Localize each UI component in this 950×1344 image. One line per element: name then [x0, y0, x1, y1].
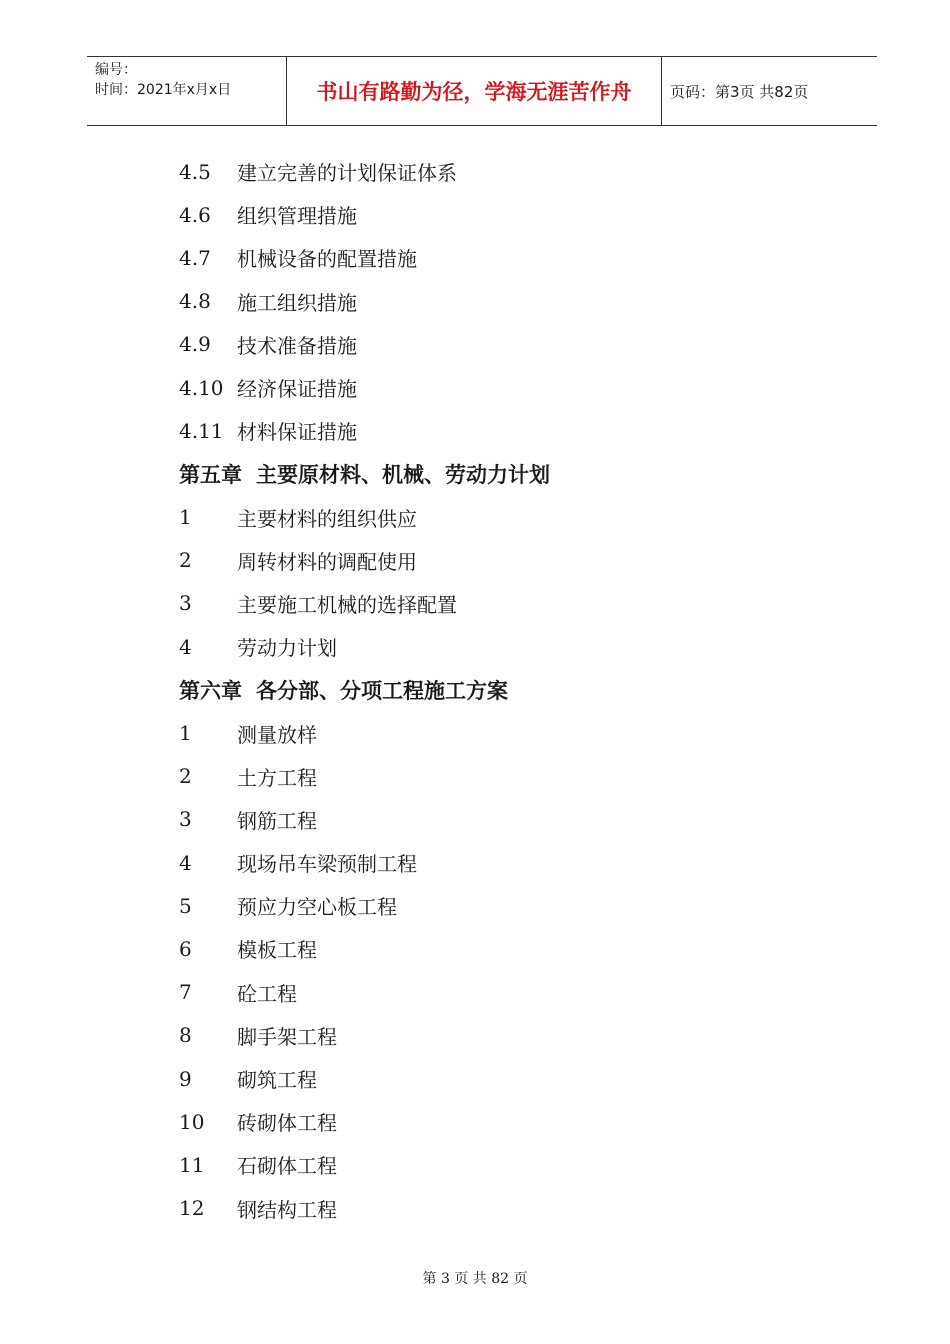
header-meta: [87, 57, 287, 125]
toc-entry[interactable]: [179, 582, 819, 625]
toc-entry-title: 土方工程: [237, 765, 317, 790]
toc-entry-number: 4.8: [179, 289, 211, 314]
page-header: [87, 56, 877, 126]
toc-entry[interactable]: [179, 884, 819, 927]
toc-entry-number: 4.5: [179, 159, 211, 184]
toc-entry-title: 砼工程: [237, 981, 297, 1006]
toc-entry-title: 测量放样: [237, 722, 317, 747]
toc-entry-number: 7: [179, 980, 192, 1005]
header-page-info: 页码：第3页 共82页: [670, 82, 809, 101]
toc-entry-title: 现场吊车梁预制工程: [237, 852, 417, 877]
chapter-label: 第六章: [179, 677, 242, 703]
toc-entry-number: 4.10: [179, 375, 224, 400]
toc-entry-title: 脚手架工程: [237, 1024, 337, 1049]
toc-entry[interactable]: [179, 625, 819, 668]
toc-entry[interactable]: [179, 323, 819, 366]
toc-entry-number: 11: [179, 1152, 205, 1177]
toc-entry[interactable]: [179, 927, 819, 970]
toc-entry[interactable]: [179, 841, 819, 884]
toc-entry-number: 4.9: [179, 332, 211, 357]
chapter-title: 各分部、分项工程施工方案: [256, 677, 508, 703]
toc-entry[interactable]: [179, 280, 819, 323]
toc-entry[interactable]: [179, 1187, 819, 1230]
toc-entry-number: 4.11: [179, 418, 224, 443]
toc-entry-number: 12: [179, 1196, 205, 1221]
toc-entry-number: 4.6: [179, 202, 211, 227]
toc-entry-title: 组织管理措施: [237, 204, 357, 229]
toc-entry[interactable]: [179, 1143, 819, 1186]
toc-entry[interactable]: [179, 1014, 819, 1057]
toc-entry-number: 5: [179, 893, 192, 918]
toc-entry-number: 1: [179, 721, 192, 746]
toc-entry-number: 9: [179, 1066, 192, 1091]
toc-entry-title: 施工组织措施: [237, 290, 357, 315]
toc-entry-number: 4: [179, 634, 192, 659]
time-label: 时间：2021年x月x日: [95, 82, 232, 98]
toc-entry[interactable]: [179, 150, 819, 193]
serial-label: 编号：: [95, 62, 137, 78]
toc-entry-number: 3: [179, 807, 192, 832]
toc-entry[interactable]: [179, 539, 819, 582]
toc-entry-title: 石砌体工程: [237, 1154, 337, 1179]
toc-entry[interactable]: [179, 236, 819, 279]
toc-entry[interactable]: [179, 496, 819, 539]
toc-entry-title: 经济保证措施: [237, 377, 357, 402]
toc-entry-title: 钢结构工程: [237, 1197, 337, 1222]
toc-entry[interactable]: [179, 1100, 819, 1143]
toc-entry-number: 2: [179, 548, 192, 573]
toc-entry[interactable]: [179, 366, 819, 409]
header-motto: 书山有路勤为径，学海无涯苦作舟: [287, 57, 662, 125]
toc-entry[interactable]: [179, 798, 819, 841]
toc-entry-title: 机械设备的配置措施: [237, 247, 417, 272]
toc-chapter-heading[interactable]: [179, 668, 819, 711]
toc-entry-title: 钢筋工程: [237, 808, 317, 833]
toc-entry-number: 4: [179, 850, 192, 875]
toc-entry-number: 6: [179, 936, 192, 961]
table-of-contents: [179, 150, 819, 1230]
toc-entry[interactable]: [179, 971, 819, 1014]
toc-entry[interactable]: [179, 711, 819, 754]
toc-entry-title: 主要施工机械的选择配置: [237, 592, 457, 617]
toc-entry-title: 砖砌体工程: [237, 1111, 337, 1136]
toc-entry[interactable]: [179, 409, 819, 452]
toc-chapter-heading[interactable]: [179, 452, 819, 495]
toc-entry-title: 建立完善的计划保证体系: [237, 161, 457, 186]
toc-entry-title: 技术准备措施: [237, 333, 357, 358]
chapter-label: 第五章: [179, 461, 242, 487]
toc-entry-title: 材料保证措施: [237, 420, 357, 445]
toc-entry-number: 1: [179, 505, 192, 530]
toc-entry-number: 4.7: [179, 245, 211, 270]
toc-entry[interactable]: [179, 1057, 819, 1100]
toc-entry-title: 主要材料的组织供应: [237, 506, 417, 531]
toc-entry[interactable]: [179, 193, 819, 236]
toc-entry-number: 3: [179, 591, 192, 616]
page-footer: 第 3 页 共 82 页: [422, 1271, 528, 1287]
toc-entry-number: 10: [179, 1109, 205, 1134]
toc-entry-title: 砌筑工程: [237, 1068, 317, 1093]
toc-entry-title: 模板工程: [237, 938, 317, 963]
toc-entry-number: 2: [179, 764, 192, 789]
toc-entry-number: 8: [179, 1023, 192, 1048]
toc-entry-title: 周转材料的调配使用: [237, 549, 417, 574]
chapter-title: 主要原材料、机械、劳动力计划: [256, 461, 550, 487]
toc-entry-title: 劳动力计划: [237, 636, 337, 661]
toc-entry-title: 预应力空心板工程: [237, 895, 397, 920]
toc-entry[interactable]: [179, 755, 819, 798]
